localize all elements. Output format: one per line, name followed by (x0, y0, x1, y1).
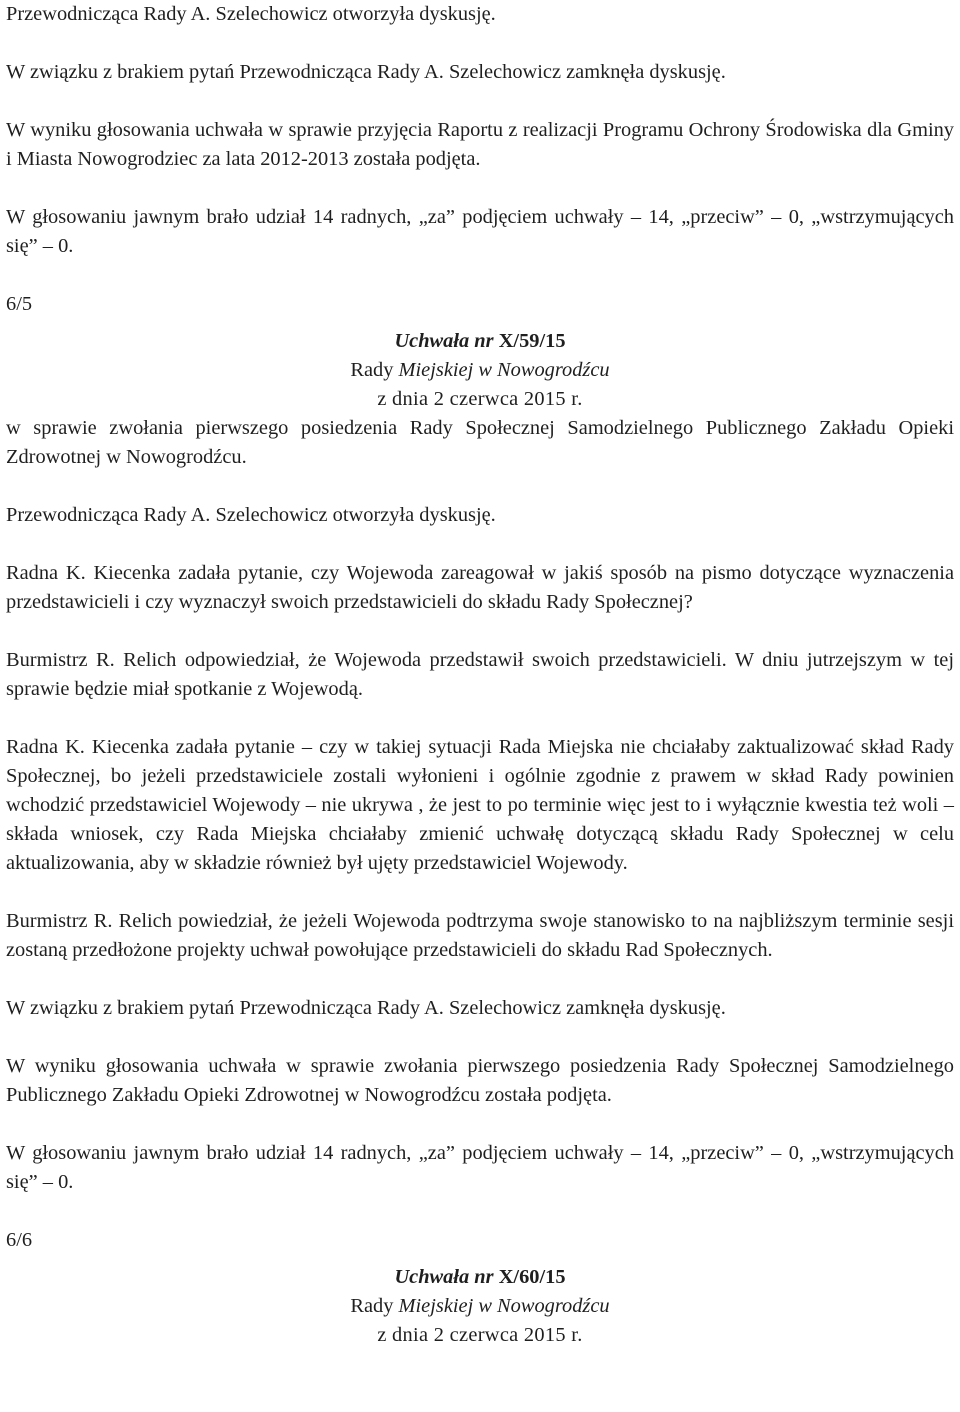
council-name: Miejskiej w Nowogrodźcu (398, 1295, 610, 1317)
council-prefix: Rady (350, 1295, 394, 1317)
document-page (6, 0, 954, 1350)
paragraph-vote-count-2: W głosowaniu jawnym brało udział 14 radnych, „za” podjęciem uchwały – 14, „przeciw” – 0, „wstrzymujących się” – 0. (6, 1142, 954, 1193)
resolution-number: X/59/15 (498, 330, 566, 352)
paragraph-discussion-closed-2: W związku z brakiem pytań Przewodnicząca Rady A. Szelechowicz zamknęła dyskusję. (6, 997, 726, 1019)
section-number-6-5: 6/5 (6, 293, 33, 315)
resolution-header-1 (6, 327, 954, 414)
paragraph-vote-count-1: W głosowaniu jawnym brało udział 14 radnych, „za” podjęciem uchwały – 14, „przeciw” – 0, „wstrzymujących się” – 0. (6, 206, 954, 257)
resolution-title-word: Uchwała nr (394, 1266, 494, 1288)
resolution-title-2 (6, 1263, 954, 1292)
paragraph-discussion-closed-1: W związku z brakiem pytań Przewodnicząca Rady A. Szelechowicz zamknęła dyskusję. (6, 61, 726, 83)
paragraph-discussion-opened-1: Przewodnicząca Rady A. Szelechowicz otworzyła dyskusję. (6, 3, 496, 25)
resolution-council-2 (6, 1292, 954, 1321)
resolution-title-1 (6, 327, 954, 356)
paragraph-resolution-subject: w sprawie zwołania pierwszego posiedzenia Rady Społecznej Samodzielnego Publicznego Zakładu Opieki Zdrowotnej w Nowogrodźcu. (6, 417, 954, 468)
section-number-6-6: 6/6 (6, 1229, 33, 1251)
paragraph-relich-answer-2: Burmistrz R. Relich powiedział, że jeżeli Wojewoda podtrzyma swoje stanowisko to na najbliższym terminie sesji zostaną przedłożone projekty uchwał powołujące przedstawicieli do składu Rad Społecznych. (6, 910, 954, 961)
council-prefix: Rady (350, 359, 394, 381)
paragraph-kiecenka-question-1: Radna K. Kiecenka zadała pytanie, czy Wojewoda zareagował w jakiś sposób na pismo dotyczące wyznaczenia przedstawicieli i czy wyznaczył swoich przedstawicieli do składu Rady Społecznej? (6, 562, 954, 613)
paragraph-relich-answer-1: Burmistrz R. Relich odpowiedział, że Wojewoda przedstawił swoich przedstawicieli. W dniu jutrzejszym w tej sprawie będzie miał spotkanie z Wojewodą. (6, 649, 954, 700)
resolution-header-2 (6, 1263, 954, 1350)
resolution-council-1 (6, 356, 954, 385)
resolution-date-2: z dnia 2 czerwca 2015 r. (377, 1324, 583, 1346)
paragraph-vote-result-2: W wyniku głosowania uchwała w sprawie zwołania pierwszego posiedzenia Rady Społecznej Samodzielnego Publicznego Zakładu Opieki Zdrowotnej w Nowogrodźcu została podjęta. (6, 1055, 954, 1106)
resolution-number: X/60/15 (498, 1266, 566, 1288)
resolution-title-word: Uchwała nr (394, 330, 494, 352)
paragraph-discussion-opened-2: Przewodnicząca Rady A. Szelechowicz otworzyła dyskusję. (6, 504, 496, 526)
council-name: Miejskiej w Nowogrodźcu (398, 359, 610, 381)
paragraph-vote-result-1: W wyniku głosowania uchwała w sprawie przyjęcia Raportu z realizacji Programu Ochrony Środowiska dla Gminy i Miasta Nowogrodziec za lata 2012-2013 została podjęta. (6, 119, 954, 170)
paragraph-kiecenka-question-2: Radna K. Kiecenka zadała pytanie – czy w takiej sytuacji Rada Miejska nie chciałaby zaktualizować skład Rady Społecznej, bo jeżeli przedstawiciele zostali wyłonieni i ogólnie zgodnie z prawem w skład Rady powinien wchodzić przedstawiciel Wojewody – nie ukrywa , że jest to po terminie więc jest to i wyłącznie kwestia też woli – składa wniosek, czy Rada Miejska chciałaby zmienić uchwałę dotyczącą składu Rady Społecznej w celu aktualizowania, aby w składzie również był ujęty przedstawiciel Wojewody. (6, 736, 954, 874)
resolution-date-1: z dnia 2 czerwca 2015 r. (377, 388, 583, 410)
